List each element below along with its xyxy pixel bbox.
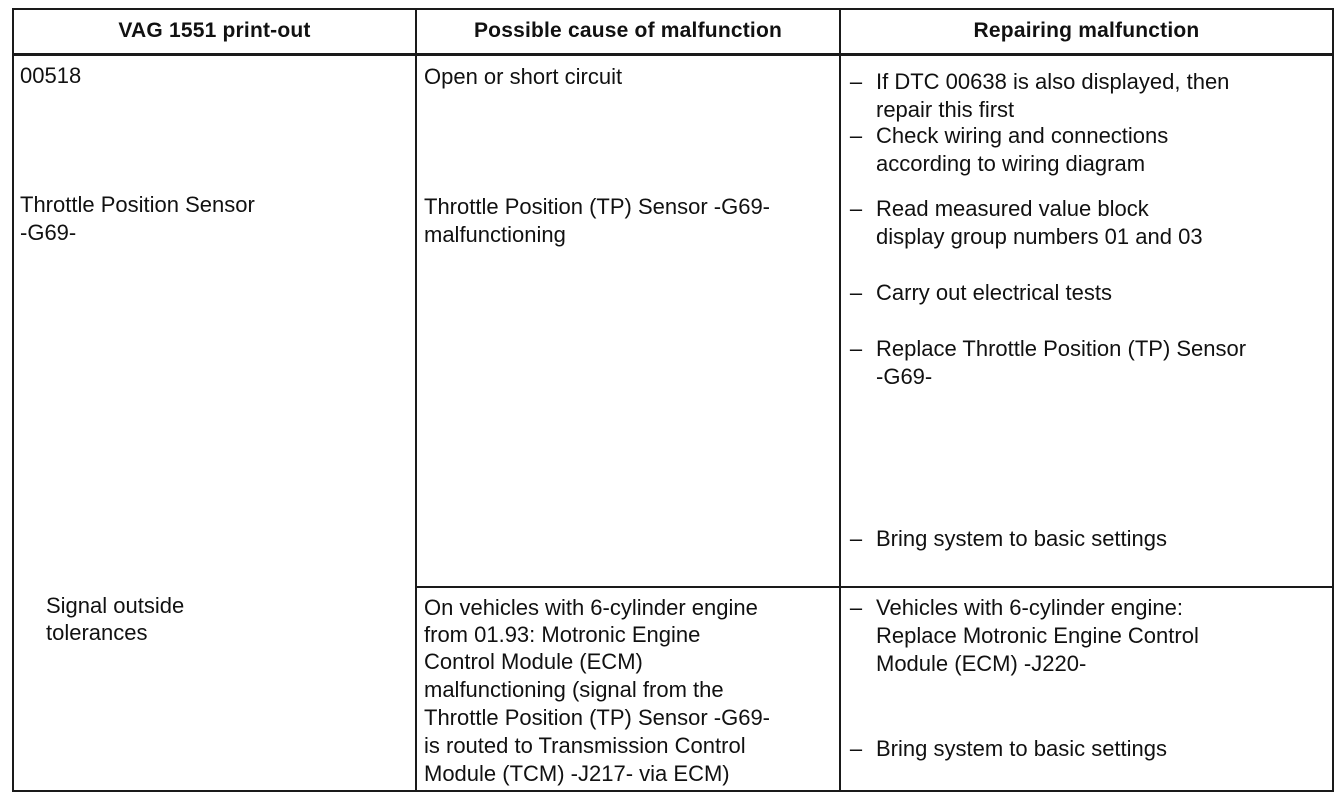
column-divider-2 [839, 8, 841, 792]
bullet-dash: – [849, 280, 863, 305]
cause-ecm-line5: Throttle Position (TP) Sensor -G69- [424, 705, 771, 730]
repair-step-text: display group numbers 01 and 03 [876, 224, 1203, 249]
repair-step-text: Module (ECM) -J220- [876, 651, 1087, 676]
bullet-dash: – [849, 595, 863, 620]
bullet-dash: – [849, 123, 863, 148]
cause-ecm-line2: from 01.93: Motronic Engine [424, 622, 701, 647]
column-divider-1 [415, 8, 417, 792]
repair-step-text: Check wiring and connections [876, 123, 1169, 148]
component-name-line2: -G69- [20, 220, 77, 245]
cause-ecm-line6: is routed to Transmission Control [424, 733, 746, 758]
cause-ecm-line1: On vehicles with 6-cylinder engine [424, 595, 758, 620]
row-divider [415, 586, 1334, 588]
cause-ecm-line3: Control Module (ECM) [424, 649, 643, 674]
repair-step-text: -G69- [876, 364, 933, 389]
repair-step-text: Bring system to basic settings [876, 736, 1168, 761]
repair-step-text: Replace Motronic Engine Control [876, 623, 1199, 648]
bullet-dash: – [849, 736, 863, 761]
cause-tp-sensor-line2: malfunctioning [424, 222, 566, 247]
table-left-border [12, 8, 14, 792]
repair-step-text: according to wiring diagram [876, 151, 1146, 176]
repair-step-text: Read measured value block [876, 196, 1149, 221]
repair-step-text: Vehicles with 6-cylinder engine: [876, 595, 1183, 620]
bullet-dash: – [849, 336, 863, 361]
repair-step-text: Replace Throttle Position (TP) Sensor [876, 336, 1247, 361]
repair-step-text: Bring system to basic settings [876, 526, 1168, 551]
header-repairing: Repairing malfunction [973, 19, 1200, 42]
bullet-dash: – [849, 69, 863, 94]
fault-type-line1: Signal outside [46, 593, 185, 618]
table-right-border [1332, 8, 1334, 792]
component-name-line1: Throttle Position Sensor [20, 192, 255, 217]
cause-tp-sensor-line1: Throttle Position (TP) Sensor -G69- [424, 194, 771, 219]
cause-ecm-line7: Module (TCM) -J217- via ECM) [424, 761, 730, 786]
cause-open-short: Open or short circuit [424, 64, 623, 89]
bullet-dash: – [849, 196, 863, 221]
fault-code: 00518 [20, 63, 82, 88]
cause-ecm-line4: malfunctioning (signal from the [424, 677, 724, 702]
table-bottom-border [12, 790, 1334, 792]
repair-step-text: If DTC 00638 is also displayed, then [876, 69, 1230, 94]
fault-type-line2: tolerances [46, 620, 148, 645]
bullet-dash: – [849, 526, 863, 551]
header-possible-cause: Possible cause of malfunction [473, 19, 783, 42]
repair-step-text: Carry out electrical tests [876, 280, 1112, 305]
header-vag-printout: VAG 1551 print-out [118, 19, 311, 42]
repair-step-text: repair this first [876, 97, 1015, 122]
